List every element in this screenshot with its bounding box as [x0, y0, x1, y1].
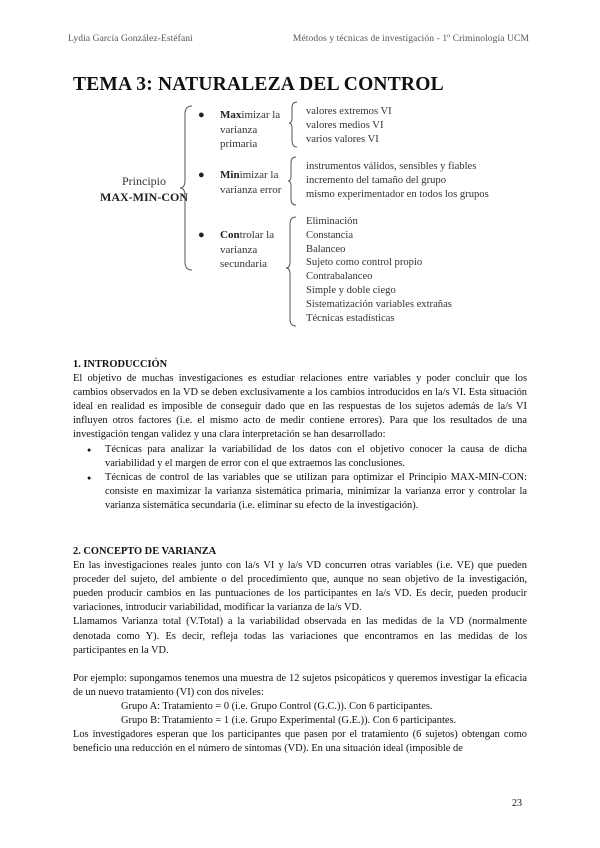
- section-introduccion: [73, 358, 527, 513]
- header-course: Métodos y técnicas de investigación - 1º Criminología UCM: [292, 34, 529, 44]
- diagram-braces: [0, 0, 600, 340]
- bullet-list: [73, 443, 527, 513]
- paragraph: Por ejemplo: supongamos tenemos una muestra de 12 sujetos psicopáticos y queremos investigar la eficacia de un nuevo tratamiento (VI) con dos niveles:: [73, 672, 527, 698]
- bullet-icon: ●: [198, 109, 205, 121]
- list-item: ● Técnicas para analizar la variabilidad de los datos con el objetivo conocer la causa de dicha variabilidad y el margen de error con el que extraemos las conclusiones.: [105, 443, 527, 471]
- paragraph: Los investigadores esperan que los participantes que pasen por el tratamiento (6 sujetos) obtengan como beneficio una reducción en el número de síntomas (VD). En una situación ideal (imposible de: [73, 729, 527, 755]
- root-line1: Principio: [122, 174, 166, 188]
- root-line2: MAX-MIN-CON: [100, 190, 188, 204]
- page-number: 23: [512, 798, 522, 809]
- brace-max: [289, 102, 297, 147]
- branch-con-items: Eliminación Constancia Balanceo Sujeto como control propio Contrabalanceo Simple y doble ciego Sistematización variables extrañas Técnicas estadísticas: [306, 216, 452, 324]
- bullet-icon: ●: [198, 229, 205, 241]
- branch-min-label: Minimizar la varianza error: [220, 169, 282, 196]
- list-item: ● Técnicas de control de las variables que se utilizan para optimizar el Principio MAX-MIN-CON: consiste en maximizar la varianza sistemática primaria, minimizar la varianza error y controlar la varianza sistemática secundaria (i.e. eliminar su efecto de la investigación).: [105, 471, 527, 513]
- section-concepto-varianza: [73, 545, 527, 756]
- group-b: Grupo B: Tratamiento = 1 (i.e. Grupo Experimental (G.E.)). Con 6 participantes.: [121, 715, 457, 727]
- branch-max-label: Maximizar la varianza primaria: [220, 109, 281, 150]
- group-a: Grupo A: Tratamiento = 0 (i.e. Grupo Control (G.C.)). Con 6 participantes.: [121, 701, 433, 713]
- bullet-icon: ●: [198, 169, 205, 181]
- branch-con-label: Controlar la varianza secundaria: [220, 229, 275, 270]
- page-title: TEMA 3: NATURALEZA DEL CONTROL: [73, 74, 444, 95]
- brace-min: [288, 157, 296, 205]
- paragraph: El objetivo de muchas investigaciones es estudiar relaciones entre variables y poder concluir que los cambios observados en la VD se deben exclusivamente a los cambios introducidos en la/s VI. Esta situación ideal en realidad es imposible de conseguir dado que en las respuestas de los sujetos además de la/s VI influyen otros factores (i.e. el mismo acto de medir contiene errores). Para que los resultados de una investigación tengan validez y una clara interpretación se han desarrollado:: [73, 373, 527, 441]
- section-heading: 1. INTRODUCCIÓN: [73, 359, 168, 370]
- branch-min-items: instrumentos válidos, sensibles y fiables incremento del tamaño del grupo mismo experimentador en todos los grupos: [306, 161, 489, 200]
- header-author: Lydia García González-Estéfani: [68, 34, 193, 44]
- paragraph: Llamamos Varianza total (V.Total) a la variabilidad observada en las medidas de la VD (normalmente denotada como Y). Es decir, refleja todas las variaciones que encontramos en las medidas de los participantes en la VD.: [73, 616, 527, 656]
- brace-con: [286, 217, 296, 326]
- section-heading: 2. CONCEPTO DE VARIANZA: [73, 546, 217, 557]
- main-brace: [180, 106, 192, 270]
- branch-max-items: valores extremos VI valores medios VI varios valores VI: [306, 106, 392, 145]
- paragraph: En las investigaciones reales junto con la/s VI y la/s VD concurren otras variables (i.e. VE) que pueden proceder del sujeto, del ambiente o del procedimiento que, aunque no sean objetivo de la investigación, pueden producir cambios en las puntuaciones de los participantes en la/s VD. Es decir, pueden producir variaciones, introducir variabilidad, modificar la varianza de la/s VD.: [73, 560, 527, 614]
